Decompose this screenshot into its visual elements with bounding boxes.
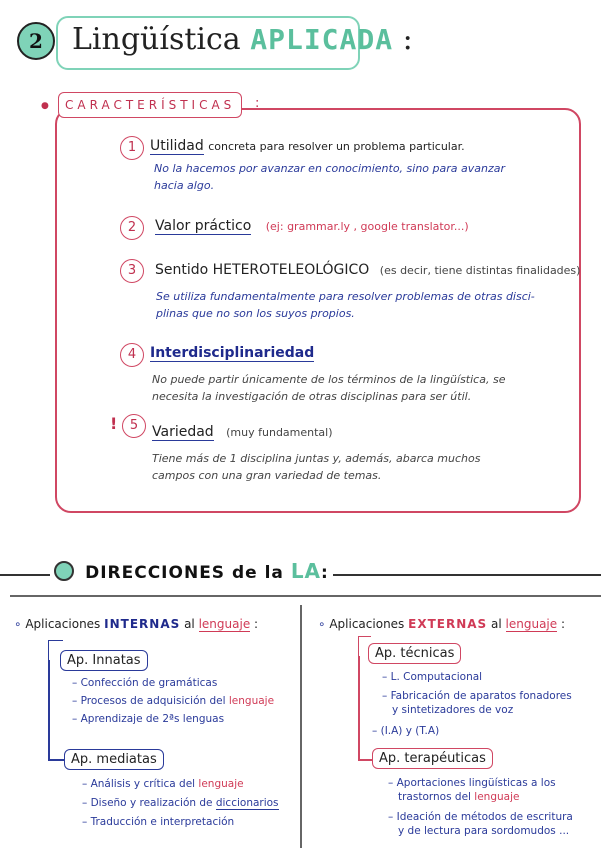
item-aside-5: (muy fundamental)	[226, 426, 333, 439]
internal-head-mid: al	[184, 617, 195, 631]
item-title-2: Valor práctico	[155, 218, 252, 234]
internal-applications-heading	[14, 617, 258, 631]
terapeuticas-box: Ap. terapéuticas	[372, 748, 493, 769]
item-body-1	[154, 160, 505, 194]
item-heading-5	[152, 424, 333, 440]
tree-branch-left	[10, 595, 300, 597]
item-body-line: hacia algo.	[154, 179, 215, 192]
item-aside-3: (es decir, tiene distintas finalidades)	[379, 264, 581, 277]
tree-connector	[358, 759, 372, 761]
item-number-5: 5	[122, 414, 146, 438]
innatas-box: Ap. Innatas	[60, 650, 148, 671]
list-item: – Fabricación de aparatos fonadores	[382, 690, 572, 702]
item-heading-1	[150, 138, 465, 154]
title-accent-text: APLICADA	[250, 23, 394, 56]
directions-heading	[50, 559, 333, 583]
item-number-2: 2	[120, 216, 144, 240]
item-body-line: plinas que no son los suyos propios.	[156, 307, 355, 320]
item-title-4: Interdisciplinariedad	[150, 345, 315, 361]
characteristics-tag: CARACTERÍSTICAS	[58, 92, 242, 118]
internal-head-red: lenguaje	[198, 617, 251, 631]
bullet-dot-icon: ∘	[318, 617, 326, 631]
item-title-3: Sentido HETEROTELEOLÓGICO	[155, 262, 370, 278]
important-mark-icon: !	[110, 414, 118, 433]
list-item: – Ideación de métodos de escritura	[388, 811, 573, 823]
list-item: – Procesos de adquisición del lenguaje	[72, 695, 275, 707]
list-item: – Aprendizaje de 2ªs lenguas	[72, 713, 225, 725]
title-main-text: Lingüística	[72, 22, 241, 57]
directions-title-colon: :	[321, 563, 329, 583]
mediatas-box: Ap. mediatas	[64, 749, 164, 770]
tree-connector	[358, 656, 360, 760]
item-body-line: Se utiliza fundamentalmente para resolver problemas de otras disci-	[156, 290, 535, 303]
external-applications-heading	[318, 617, 565, 631]
tecnicas-box: Ap. técnicas	[368, 643, 461, 664]
column-divider	[300, 605, 302, 848]
list-item: trastornos del lenguaje	[398, 791, 520, 803]
tree-branch-right	[300, 595, 601, 597]
section-number-badge: 2	[17, 22, 55, 60]
item-number-3: 3	[120, 259, 144, 283]
list-item: – Confección de gramáticas	[72, 677, 218, 689]
bullet-dot-icon: ●	[41, 101, 49, 111]
item-number-4: 4	[120, 343, 144, 367]
item-body-line: No la hacemos por avanzar en conocimiento, sino para avanzar	[154, 162, 506, 175]
item-body-line: necesita la investigación de otras disciplinas para ser útil.	[152, 390, 472, 403]
innatas-bullets	[72, 676, 274, 726]
item-body-line: No puede partir únicamente de los términos de la lingüística, se	[152, 373, 506, 386]
circle-bullet-icon	[54, 561, 74, 581]
item-body-line: Tiene más de 1 disciplina juntas y, además, abarca muchos	[152, 452, 481, 465]
external-head-pre: Aplicaciones	[329, 617, 405, 631]
bullet-dot-icon: ∘	[14, 617, 22, 631]
list-item: y sintetizadores de voz	[392, 704, 514, 716]
internal-head-pre: Aplicaciones	[25, 617, 101, 631]
tree-connector	[48, 759, 64, 761]
tecnicas-bullets	[382, 670, 572, 717]
directions-title-accent: LA	[290, 559, 322, 583]
internal-head-strong: INTERNAS	[104, 617, 181, 631]
list-item: – (I.A) y (T.A)	[372, 725, 440, 737]
external-head-strong: EXTERNAS	[408, 617, 488, 631]
list-item: – Diseño y realización de diccionarios	[82, 797, 279, 809]
item-body-5	[152, 450, 480, 484]
item-number-1: 1	[120, 136, 144, 160]
item-body-3	[156, 288, 535, 322]
characteristics-tag-colon: :	[255, 96, 260, 111]
list-item: – Análisis y crítica del lenguaje	[82, 778, 244, 790]
item-aside-2: (ej: grammar.ly , google translator...)	[265, 220, 469, 233]
item-body-4	[152, 371, 505, 405]
external-head-red: lenguaje	[505, 617, 558, 631]
item-title-1: Utilidad	[150, 138, 204, 154]
list-item: – L. Computacional	[382, 671, 483, 683]
internal-head-colon: :	[254, 617, 259, 631]
directions-title-text: DIRECCIONES de la	[85, 563, 284, 583]
list-item: – Aportaciones lingüísticas a los	[388, 777, 556, 789]
external-head-mid: al	[491, 617, 502, 631]
terapeuticas-bullets	[388, 776, 573, 838]
list-item: y de lectura para sordomudos ...	[398, 825, 570, 837]
item-title-5: Variedad	[152, 424, 214, 440]
page-title	[72, 22, 413, 57]
list-item: – Traducción e interpretación	[82, 816, 235, 828]
mediatas-bullets	[82, 777, 279, 829]
item-heading-4	[150, 345, 314, 361]
directions-title	[85, 559, 329, 583]
title-colon: :	[402, 22, 413, 57]
item-heading-2	[155, 218, 469, 234]
tree-connector	[48, 660, 50, 760]
item-body-line: campos con una gran variedad de temas.	[152, 469, 382, 482]
external-head-colon: :	[560, 617, 566, 631]
item-title-rest-1: concreta para resolver un problema particular.	[208, 140, 465, 153]
item-heading-3	[155, 262, 580, 278]
